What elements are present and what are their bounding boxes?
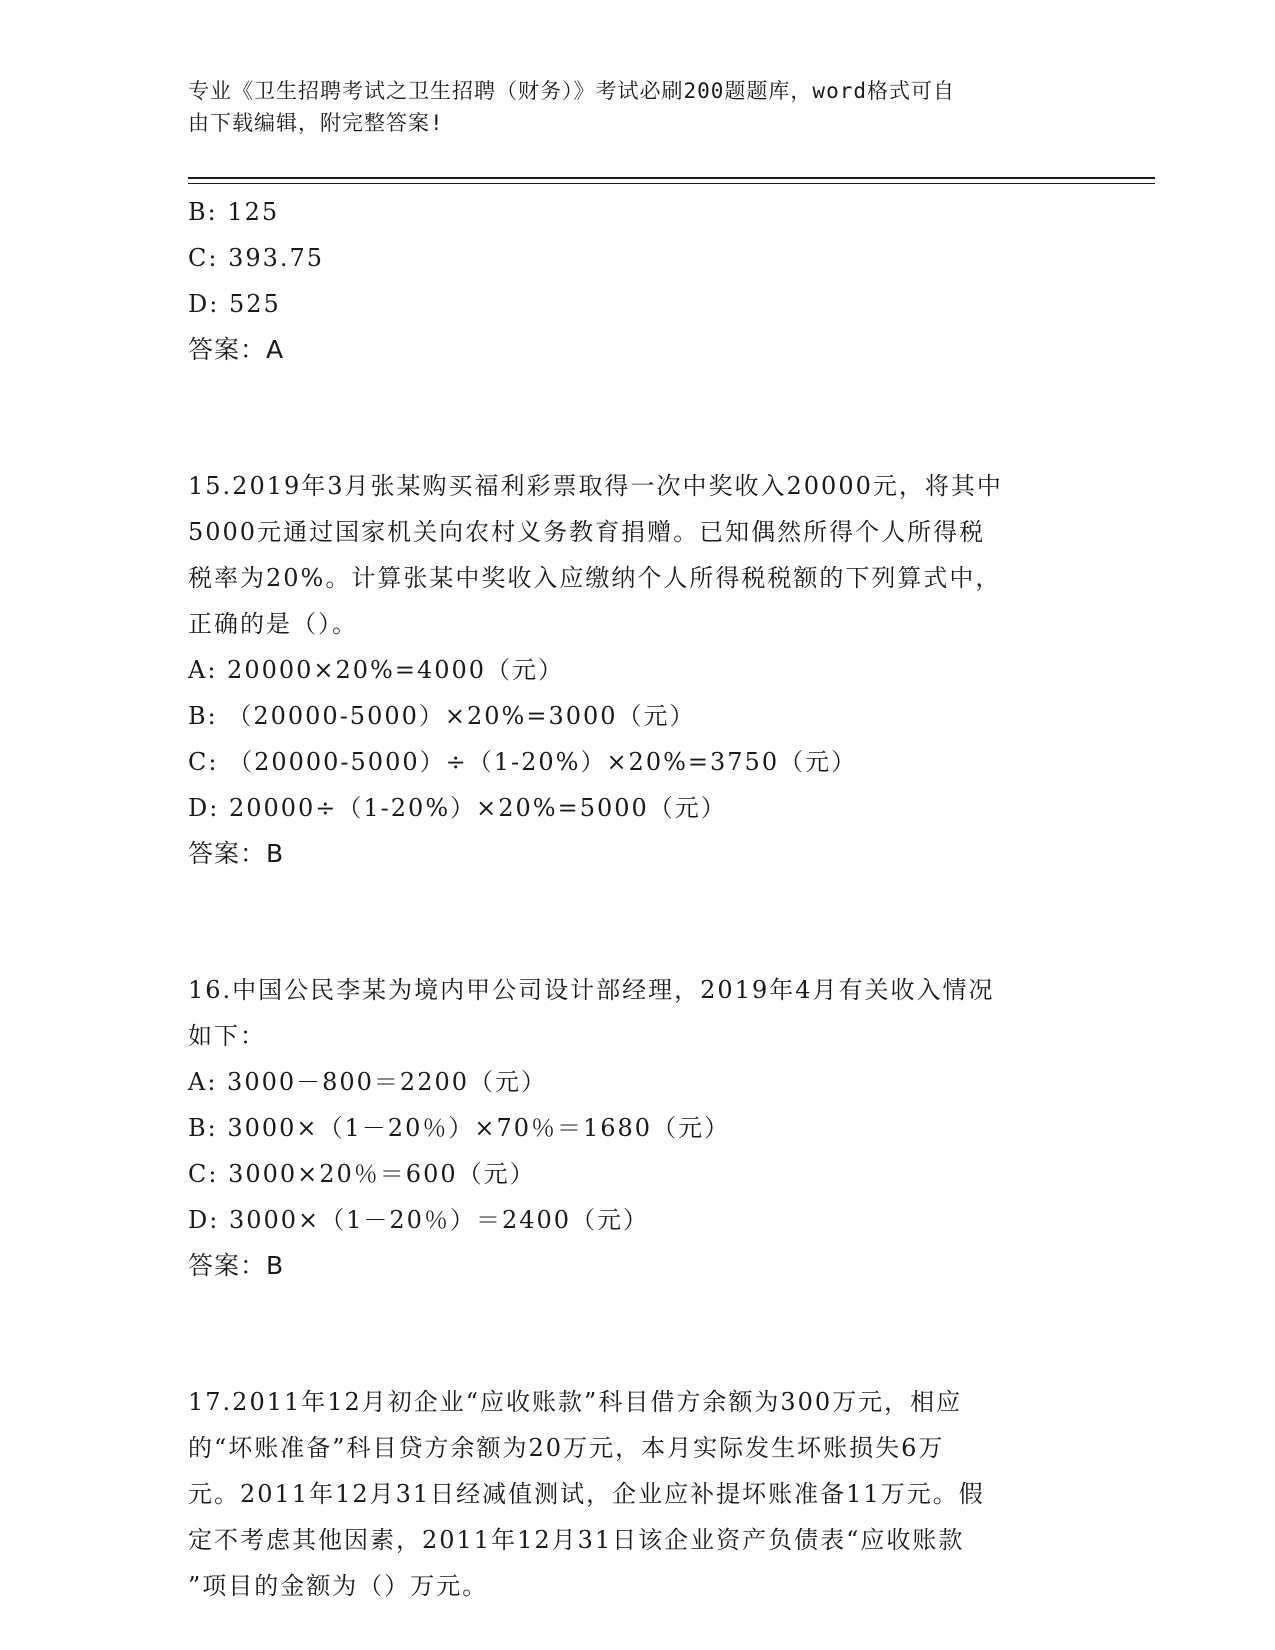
question-stem-line: ”项目的金额为（）万元。 xyxy=(188,1572,489,1600)
option-d: D: 525 xyxy=(188,290,281,318)
answer-label: 答案：B xyxy=(188,1251,285,1280)
answer-label: 答案：A xyxy=(188,335,285,364)
header-rule-thin xyxy=(188,183,1155,184)
question-stem-line: 的“坏账准备”科目贷方余额为20万元，本月实际发生坏账损失6万 xyxy=(188,1434,945,1462)
question-stem-line: 15.2019年3月张某购买福利彩票取得一次中奖收入20000元，将其中 xyxy=(188,472,1003,500)
document-body xyxy=(188,189,1088,1609)
question-stem-line: 17.2011年12月初企业“应收账款”科目借方余额为300万元，相应 xyxy=(188,1388,963,1416)
option-d: D: 3000×（1－20％）＝2400（元） xyxy=(188,1206,650,1234)
option-b: B: （20000-5000）×20%=3000（元） xyxy=(188,702,696,730)
question-stem-line: 正确的是（）。 xyxy=(188,610,358,638)
question-spacer xyxy=(188,1289,1088,1379)
option-c: C: 393.75 xyxy=(188,244,325,272)
question-spacer xyxy=(188,373,1088,463)
question-stem-line: 5000元通过国家机关向农村义务教育捐赠。已知偶然所得个人所得税 xyxy=(188,518,986,546)
option-b: B: 3000×（1－20％）×70％＝1680（元） xyxy=(188,1114,731,1142)
question-14-tail xyxy=(188,189,1088,373)
option-c: C: 3000×20％＝600（元） xyxy=(188,1160,536,1188)
question-stem-line: 定不考虑其他因素，2011年12月31日该企业资产负债表“应收账款 xyxy=(188,1526,965,1554)
question-15 xyxy=(188,463,1088,877)
question-spacer xyxy=(188,877,1088,967)
question-stem-line: 元。2011年12月31日经减值测试，企业应补提坏账准备11万元。假 xyxy=(188,1480,985,1508)
option-d: D: 20000÷（1-20%）×20%=5000（元） xyxy=(188,794,727,822)
question-17 xyxy=(188,1379,1088,1609)
option-c: C: （20000-5000）÷（1-20%）×20%=3750（元） xyxy=(188,748,858,776)
header-line-1: 专业《卫生招聘考试之卫生招聘（财务）》考试必刷200题题库，word格式可自 xyxy=(188,79,955,103)
header-line-2: 由下载编辑，附完整答案! xyxy=(188,111,444,135)
question-stem-line: 16.中国公民李某为境内甲公司设计部经理，2019年4月有关收入情况 xyxy=(188,976,995,1004)
question-stem-line: 如下： xyxy=(188,1022,266,1050)
header-rule-thick xyxy=(188,177,1155,179)
option-a: A: 20000×20%=4000（元） xyxy=(188,656,565,684)
document-header xyxy=(188,75,1088,139)
question-16 xyxy=(188,967,1088,1289)
answer-label: 答案：B xyxy=(188,839,285,868)
option-b: B: 125 xyxy=(188,198,280,226)
question-stem-line: 税率为20%。计算张某中奖收入应缴纳个人所得税税额的下列算式中， xyxy=(188,564,1002,592)
option-a: A: 3000－800＝2200（元） xyxy=(188,1068,548,1096)
